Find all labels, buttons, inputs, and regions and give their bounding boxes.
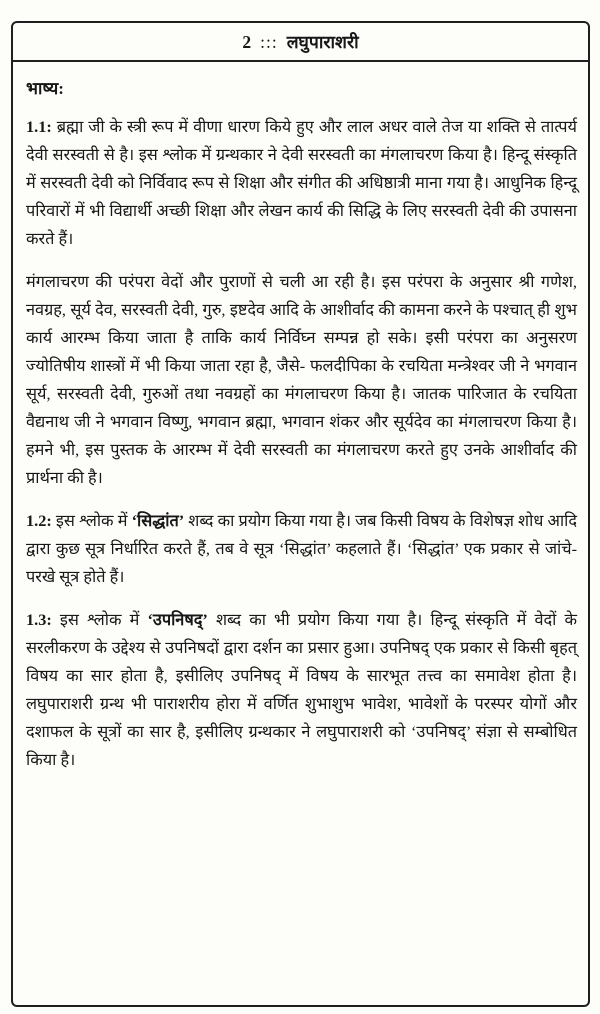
section-heading: भाष्य: [26, 79, 64, 98]
page-number: 2 [242, 32, 252, 52]
paragraph-1-1 [26, 113, 577, 253]
bold-text: 1.1: [26, 117, 52, 136]
book-title: लघुपाराशरी [286, 32, 359, 52]
body-run: शब्द का प्रयोग किया गया है। जब किसी विषय के विशेषज्ञ शोध आदि द्वारा कुछ सूत्र निर्धारित करते हैं, तब वे सूत्र ‘सिद्धांत’ कहलाते हैं। ‘सिद्धांत’ एक प्रकार से जांचे-परखे सूत्र होते हैं। [26, 511, 577, 586]
paragraph-mangalacharan [26, 268, 577, 492]
header-separator: ::: [260, 32, 278, 52]
page-frame [11, 21, 590, 1007]
paragraph-1-3 [26, 606, 577, 774]
bold-text: ‘सिद्धांत’ [131, 511, 185, 530]
paragraph-1-2 [26, 507, 577, 591]
bold-text: 1.3: [26, 610, 52, 629]
body-run: ब्रह्मा जी के स्त्री रूप में वीणा धारण किये हुए और लाल अधर वाले तेज या शक्ति से तात्पर्य देवी सरस्वती से है। इस श्लोक में ग्रन्थकार ने देवी सरस्वती का मंगलाचरण किया है। हिन्दू संस्कृति में सरस्वती देवी को निर्विवाद रूप से शिक्षा और संगीत की अधिष्ठात्री माना गया है। आधुनिक हिन्दू परिवारों में भी विद्यार्थी अच्छी शिक्षा और लेखन कार्य की सिद्धि के लिए सरस्वती देवी की उपासना करते हैं। [26, 117, 577, 248]
body-run: इस श्लोक में [51, 610, 148, 629]
body-run: इस श्लोक में [51, 511, 132, 530]
body-text [26, 113, 577, 774]
page-content [13, 62, 588, 774]
bold-text: 1.2: [26, 511, 52, 530]
page-header [13, 23, 588, 62]
body-run: शब्द का भी प्रयोग किया गया है। हिन्दू संस्कृति में वेदों के सरलीकरण के उद्देश्य से उपनिषदों द्वारा दर्शन का प्रसार हुआ। उपनिषद् एक प्रकार से किसी बृहत् विषय का सार होता है, इसीलिए उपनिषद् में विषय के सारभूत तत्त्व का समावेश होता है। लघुपाराशरी ग्रन्थ भी पाराशरीय होरा में वर्णित शुभाशुभ भावेश, भावेशों के परस्पर योगों और दशाफल के सूत्रों का सार है, इसीलिए ग्रन्थकार ने लघुपाराशरी को ‘उपनिषद्’ संज्ञा से सम्बोधित किया है। [26, 610, 577, 769]
bold-text: ‘उपनिषद्’ [147, 610, 208, 629]
body-run: मंगलाचरण की परंपरा वेदों और पुराणों से चली आ रही है। इस परंपरा के अनुसार श्री गणेश, नवग्रह, सूर्य देव, सरस्वती देवी, गुरु, इष्टदेव आदि के आशीर्वाद की कामना करने के पश्चात् ही शुभ कार्य आरम्भ किया जाता है ताकि कार्य निर्विघ्न सम्पन्न हो सके। इसी परंपरा का अनुसरण ज्योतिषीय शास्त्रों में भी किया जाता रहा है, जैसे- फलदीपिका के रचयिता मन्त्रेश्वर जी ने भगवान सूर्य, सरस्वती देवी, गुरुओं तथा नवग्रहों का मंगलाचरण किया है। जातक पारिजात के रचयिता वैद्यनाथ जी ने भगवान विष्णु, भगवान ब्रह्मा, भगवान शंकर और सूर्यदेव का मंगलाचरण किया है। हमने भी, इस पुस्तक के आरम्भ में देवी सरस्वती का मंगलाचरण करते हुए उनके आशीर्वाद की प्रार्थना की है। [26, 272, 577, 487]
